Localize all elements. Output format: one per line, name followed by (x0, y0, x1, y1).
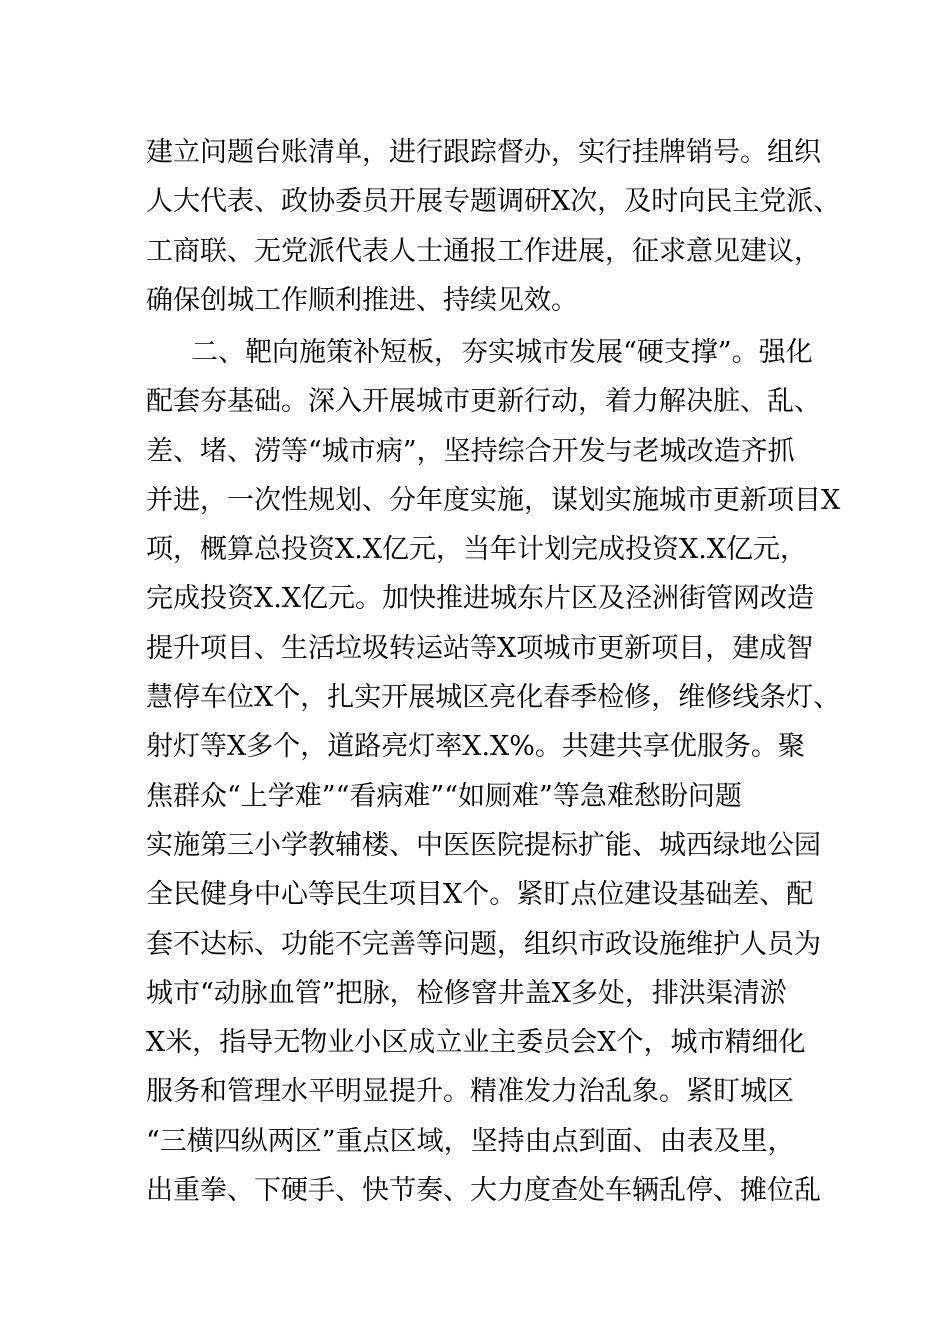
paragraph-1-line-3: 工商联、无党派代表人士通报工作进展，征求意见建议， (146, 235, 821, 267)
paragraph-2-line-1: 二、靶向施策补短板，夯实城市发展“硬支撑”。强化 (191, 337, 813, 368)
paragraph-2-line-13: 套不达标、功能不完善等问题，组织市政设施维护人员为 (146, 928, 821, 960)
paragraph-2-line-2: 配套夯基础。深入开展城市更新行动，着力解决脏、乱、 (146, 386, 821, 418)
paragraph-2-line-10: 焦群众“上学难”“看病难”“如厕难”等急难愁盼问题 (146, 780, 742, 812)
paragraph-2-line-3: 差、堵、涝等“城市病”，坚持综合开发与老城改造齐抓 (146, 435, 795, 467)
paragraph-1-line-2: 人大代表、政协委员开展专题调研X次，及时向民主党派、 (146, 186, 841, 218)
paragraph-2-line-8: 慧停车位X个，扎实开展城区亮化春季检修，维修线条灯、 (146, 682, 841, 714)
paragraph-2-line-18: 出重拳、下硬手、快节奏、大力度查处车辆乱停、摊位乱 (146, 1175, 821, 1207)
paragraph-2-line-4: 并进，一次性规划、分年度实施，谋划实施城市更新项目X (146, 484, 841, 516)
paragraph-1 (146, 128, 841, 325)
paragraph-2-line-7: 提升项目、生活垃圾转运站等X项城市更新项目，建成智 (146, 632, 814, 664)
paragraph-2-line-16: 服务和管理水平明显提升。精准发力治乱象。紧盯城区 (146, 1076, 794, 1108)
paragraph-2-line-9: 射灯等X多个，道路亮灯率X.X%。共建共享优服务。聚 (146, 731, 805, 763)
paragraph-2 (146, 328, 841, 1215)
paragraph-2-line-5: 项，概算总投资X.X亿元，当年计划完成投资X.X亿元， (146, 534, 808, 566)
paragraph-2-line-17: “三横四纵两区”重点区域，坚持由点到面、由表及里， (146, 1125, 795, 1157)
paragraph-2-line-12: 全民健身中心等民生项目X个。紧盯点位建设基础差、配 (146, 879, 814, 911)
paragraph-2-line-14: 城市“动脉血管”把脉，检修窨井盖X多处，排洪渠清淤 (146, 977, 787, 1009)
paragraph-2-line-6: 完成投资X.X亿元。加快推进城东片区及泾洲街管网改造 (146, 583, 815, 615)
paragraph-1-line-1: 建立问题台账清单，进行跟踪督办，实行挂牌销号。组织 (146, 137, 821, 168)
paragraph-1-line-4: 确保创城工作顺利推进、持续见效。 (146, 284, 578, 316)
paragraph-2-line-11: 实施第三小学教辅楼、中医医院提标扩能、城西绿地公园 (146, 829, 821, 861)
paragraph-2-line-15: X米，指导无物业小区成立业主委员会X个，城市精细化 (146, 1027, 806, 1059)
